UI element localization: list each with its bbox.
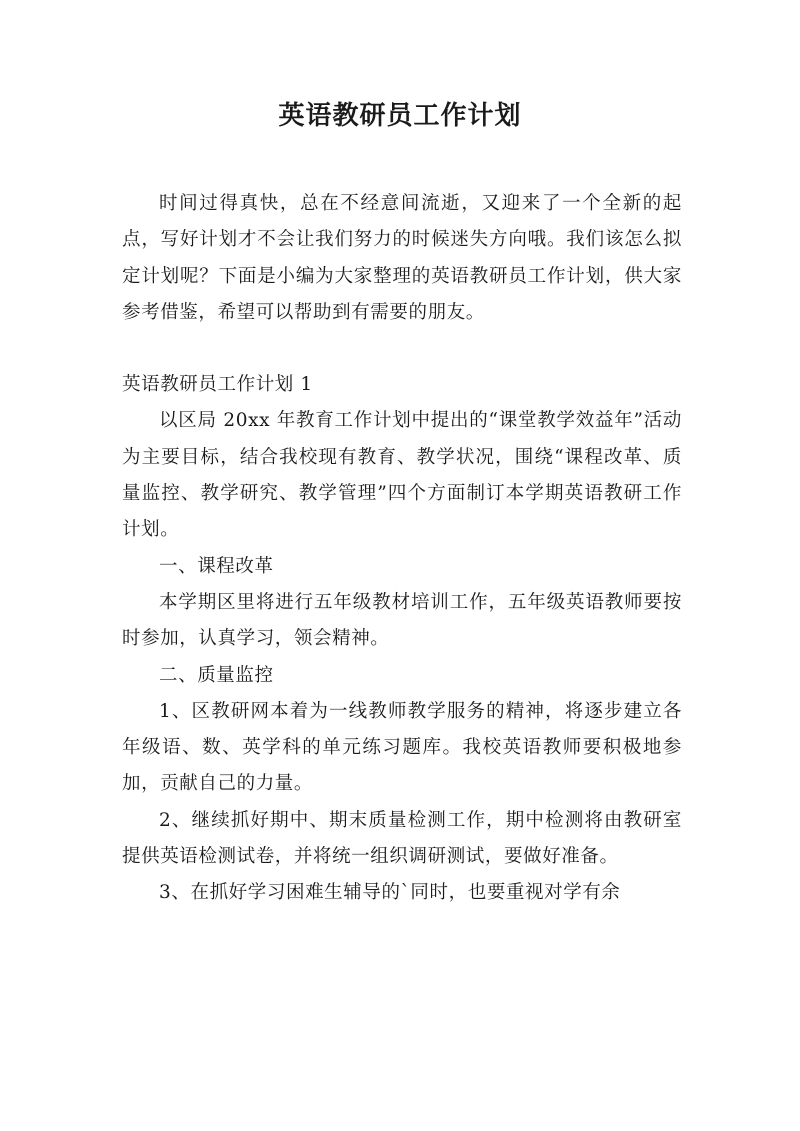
intro-paragraph: 时间过得真快，总在不经意间流逝，又迎来了一个全新的起点，写好计划才不会让我们努力的时候迷失方向哦。我们该怎么拟定计划呢？下面是小编为大家整理的英语教研员工作计划，供大家参考借鉴，希望可以帮助到有需要的朋友。 [122, 193, 682, 323]
section-heading: 英语教研员工作计划 1 [122, 374, 313, 396]
document-title: 英语教研员工作计划 [278, 101, 522, 131]
paragraph: 以区局 20xx 年教育工作计划中提出的“课堂教学效益年”活动为主要目标，结合我校现有教育、教学状况，围绕“课程改革、质量监控、教学研究、教学管理”四个方面制订本学期英语教研工作计划。 [122, 410, 682, 541]
document-body [122, 186, 682, 912]
subheading-quality-monitoring: 二、质量监控 [159, 664, 274, 686]
paragraph: 3、在抓好学习困难生辅导的`同时，也要重视对学有余 [159, 882, 621, 904]
subheading-curriculum-reform: 一、课程改革 [159, 555, 274, 577]
paragraph: 1、区教研网本着为一线教师教学服务的精神，将逐步建立各年级语、数、英学科的单元练习题库。我校英语教师要积极地参加，贡献自己的力量。 [122, 700, 682, 795]
paragraph: 2、继续抓好期中、期末质量检测工作，期中检测将由教研室提供英语检测试卷，并将统一组织调研测试，要做好准备。 [122, 809, 682, 868]
paragraph: 本学期区里将进行五年级教材培训工作，五年级英语教师要按时参加，认真学习，领会精神。 [122, 591, 682, 650]
